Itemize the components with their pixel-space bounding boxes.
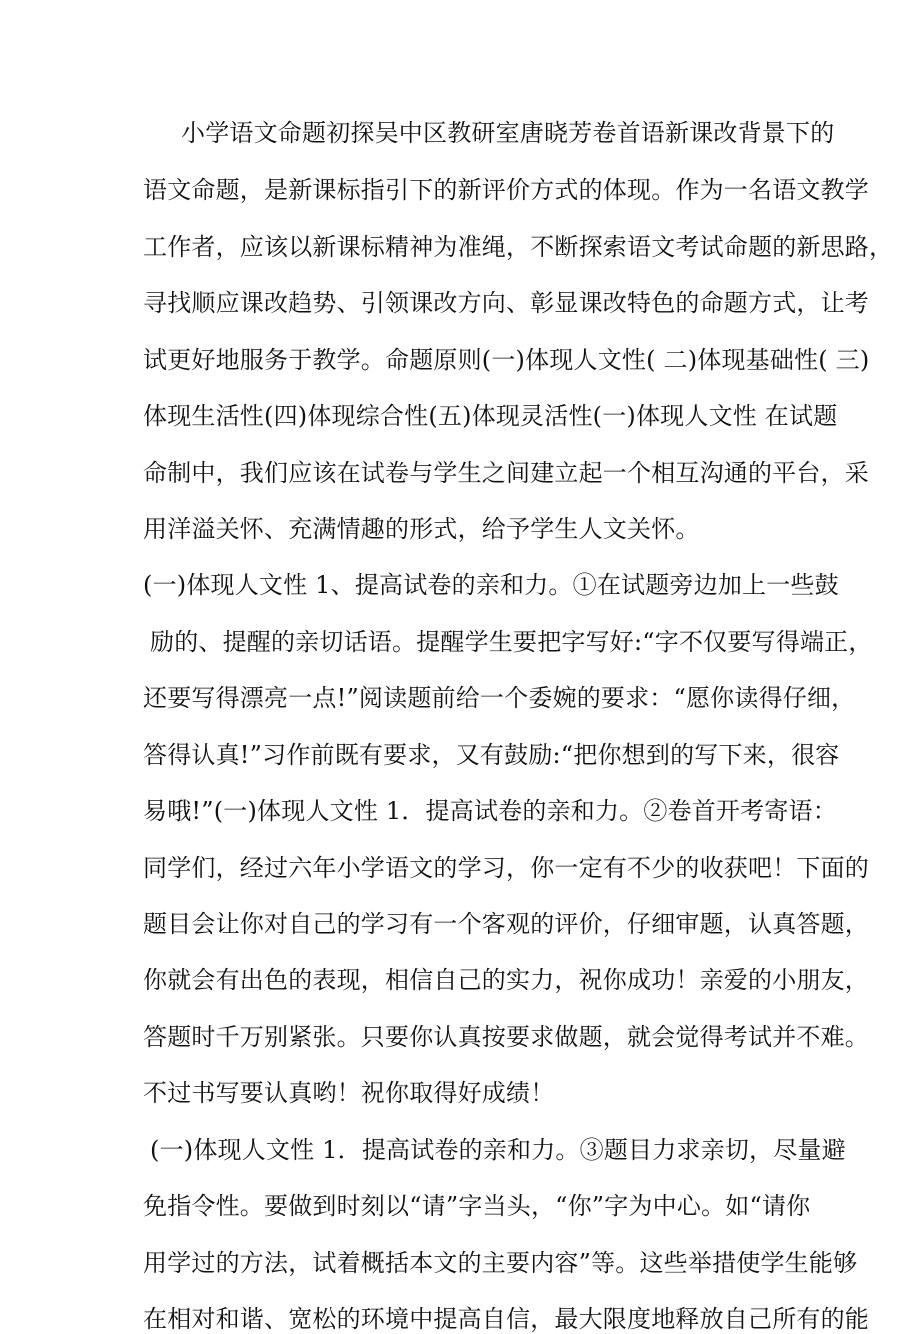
text-line: 用学过的方法，试着概括本文的主要内容”等。这些举措使学生能够 [143,1249,858,1277]
text-line: 还要写得漂亮一点!”阅读题前给一个委婉的要求：“愿你读得仔细， [143,684,856,712]
text-line: 语文命题，是新课标指引下的新评价方式的体现。作为一名语文教学 [143,176,869,204]
text-line: 寻找顺应课改趋势、引领课改方向、彰显课改特色的命题方式，让考 [143,289,869,317]
text-line: (一)体现人文性 1、提高试卷的亲和力。①在试题旁边加上一些鼓 [143,571,839,599]
text-line: 用洋溢关怀、充满情趣的形式，给予学生人文关怀。 [143,515,700,543]
text-line: 同学们，经过六年小学语文的学习，你一定有不少的收获吧！下面的 [143,854,869,882]
text-line: 体现生活性(四)体现综合性(五)体现灵活性(一)体现人文性 在试题 [143,402,838,430]
text-line: 试更好地服务于教学。命题原则(一)体现人文性( 二)体现基础性( 三) [143,346,870,374]
text-line: 易哦!”(一)体现人文性 1．提高试卷的亲和力。②卷首开考寄语： [143,797,837,825]
text-line: 小学语文命题初探吴中区教研室唐晓芳卷首语新课改背景下的 [181,119,835,147]
text-line: (一)体现人文性 1．提高试卷的亲和力。③题目力求亲切，尽量避 [150,1136,846,1164]
text-line: 题目会让你对自己的学习有一个客观的评价，仔细审题，认真答题， [143,910,869,938]
text-line: 不过书写要认真哟！祝你取得好成绩！ [143,1079,555,1107]
text-line: 命制中，我们应该在试卷与学生之间建立起一个相互沟通的平台，采 [143,459,869,487]
text-line: 工作者，应该以新课标精神为准绳，不断探索语文考试命题的新思路， [143,233,894,261]
text-line: 免指令性。要做到时刻以“请”字当头，“你”字为中心。如“请你 [143,1192,811,1220]
text-line: 答题时千万别紧张。只要你认真按要求做题，就会觉得考试并不难。 [143,1023,869,1051]
text-line: 励的、提醒的亲切话语。提醒学生要把字写好:“字不仅要写得端正， [150,628,873,656]
text-line: 答得认真!”习作前既有要求，又有鼓励:“把你想到的写下来，很容 [143,741,840,769]
text-line: 你就会有出色的表现，相信自己的实力，祝你成功！亲爱的小朋友， [143,966,869,994]
text-line: 在相对和谐、宽松的环境中提高自信，最大限度地释放自己所有的能 [143,1305,869,1333]
